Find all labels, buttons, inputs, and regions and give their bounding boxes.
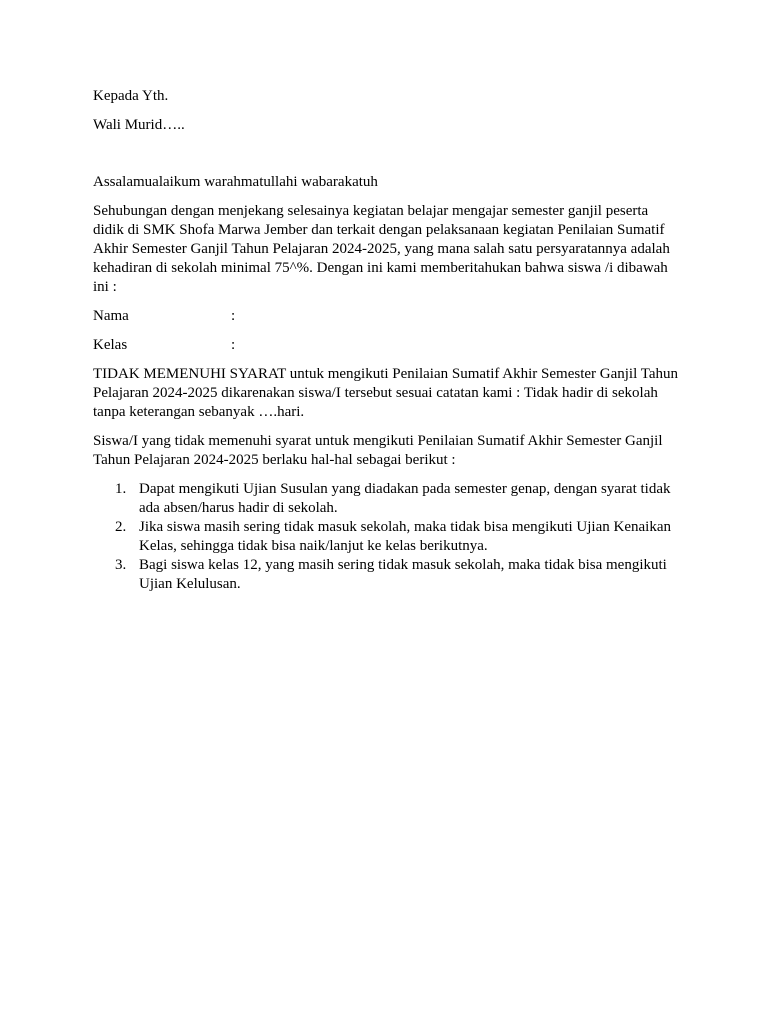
salutation: Assalamualaikum warahmatullahi wabarakatuh xyxy=(93,174,378,190)
field-separator-nama: : xyxy=(231,308,236,324)
conditions-intro-paragraph: Siswa/I yang tidak memenuhi syarat untuk mengikuti Penilaian Sumatif Akhir Semester Ganjil Tahun Pelajaran 2024-2025 berlaku hal-hal sebagai berikut : xyxy=(93,433,663,468)
field-label-kelas: Kelas xyxy=(93,337,128,353)
field-separator-kelas: : xyxy=(231,337,236,353)
field-label-nama: Nama xyxy=(93,308,129,324)
list-item-text: Jika siswa masih sering tidak masuk sekolah, maka tidak bisa mengikuti Ujian Kenaikan Kelas, sehingga tidak bisa naik/lanjut ke kelas berikutnya. xyxy=(139,519,671,554)
list-item xyxy=(93,480,678,518)
list-item-text: Dapat mengikuti Ujian Susulan yang diadakan pada semester genap, dengan syarat tidak ada absen/harus hadir di sekolah. xyxy=(139,481,671,516)
letter-page xyxy=(93,87,678,594)
list-item-number: 2. xyxy=(115,519,127,535)
list-item xyxy=(93,556,678,594)
list-item xyxy=(93,518,678,556)
list-item-number: 1. xyxy=(115,481,127,497)
field-row-nama xyxy=(93,307,678,326)
list-item-number: 3. xyxy=(115,557,127,573)
recipient-line-2: Wali Murid….. xyxy=(93,117,185,133)
field-row-kelas xyxy=(93,336,678,355)
status-paragraph: TIDAK MEMENUHI SYARAT untuk mengikuti Penilaian Sumatif Akhir Semester Ganjil Tahun Pelajaran 2024-2025 dikarenakan siswa/I tersebut sesuai catatan kami : Tidak hadir di sekolah tanpa keterangan sebanyak ….hari. xyxy=(93,366,679,420)
conditions-list xyxy=(93,480,678,594)
recipient-line-1: Kepada Yth. xyxy=(93,88,169,104)
list-item-text: Bagi siswa kelas 12, yang masih sering tidak masuk sekolah, maka tidak bisa mengikuti Ujian Kelulusan. xyxy=(139,557,667,592)
opening-paragraph: Sehubungan dengan menjekang selesainya kegiatan belajar mengajar semester ganjil peserta didik di SMK Shofa Marwa Jember dan terkait dengan pelaksanaan kegiatan Penilaian Sumatif Akhir Semester Ganjil Tahun Pelajaran 2024-2025, yang mana salah satu persyaratannya adalah kehadiran di sekolah minimal 75^%. Dengan ini kami memberitahukan bahwa siswa /i dibawah ini : xyxy=(93,203,670,295)
